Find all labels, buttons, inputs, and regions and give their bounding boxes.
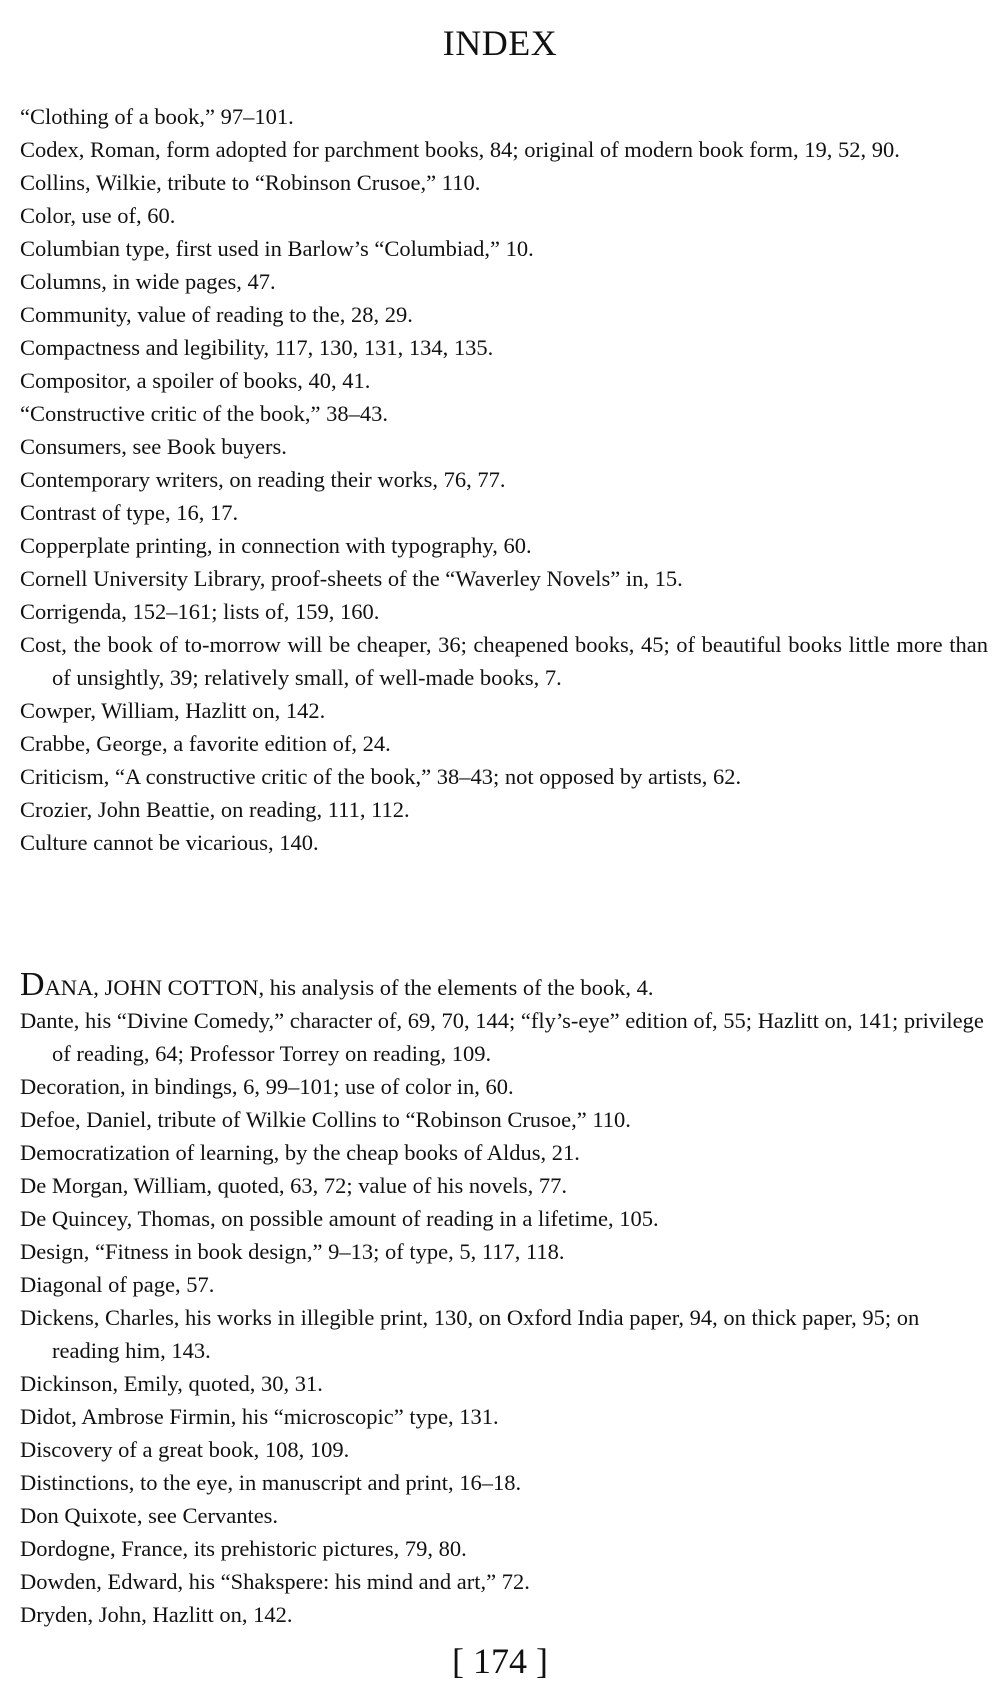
index-entry: Democratization of learning, by the cheap books of Aldus, 21. [20,1140,580,1165]
index-entry: De Morgan, William, quoted, 63, 72; value of his novels, 77. [20,1173,567,1198]
index-entry: Culture cannot be vicarious, 140. [20,830,319,855]
index-entry: Copperplate printing, in connection with typography, 60. [20,533,532,558]
page-number: [ 174 ] [452,1641,548,1681]
index-entry: Distinctions, to the eye, in manuscript and print, 16–18. [20,1470,522,1495]
index-entry: Don Quixote, see Cervantes. [20,1503,279,1528]
index-entry: De Quincey, Thomas, on possible amount of reading in a lifetime, 105. [20,1206,659,1231]
index-entry: Discovery of a great book, 108, 109. [20,1437,350,1462]
index-entry: Criticism, “A constructive critic of the book,” 38–43; not opposed by artists, 62. [20,764,742,789]
index-entry: Cost, the book of to-morrow will be cheaper, 36; cheapened books, 45; of beautiful books little more than of unsightly, 39; relatively small, of well-made books, 7. [20,632,988,690]
index-entry: Cowper, William, Hazlitt on, 142. [20,698,326,723]
index-entry: Compactness and legibility, 117, 130, 131, 134, 135. [20,335,494,360]
index-entry: Contrast of type, 16, 17. [20,500,239,525]
index-entry: Collins, Wilkie, tribute to “Robinson Crusoe,” 110. [20,170,481,195]
index-entry: Dickinson, Emily, quoted, 30, 31. [20,1371,323,1396]
index-entry: Compositor, a spoiler of books, 40, 41. [20,368,371,393]
index-entry: Dickens, Charles, his works in illegible print, 130, on Oxford India paper, 94, on thick paper, 95; on reading him, 143. [20,1305,920,1363]
index-entry: Community, value of reading to the, 28, 29. [20,302,413,327]
index-entry: Design, “Fitness in book design,” 9–13; of type, 5, 117, 118. [20,1239,565,1264]
index-entry-first [20,968,988,1004]
index-entry: Corrigenda, 152–161; lists of, 159, 160. [20,599,380,624]
index-entry: Dante, his “Divine Comedy,” character of, 69, 70, 144; “fly’s-eye” edition of, 55; Hazlitt on, 141; privilege of reading, 64; Professor Torrey on reading, 109. [20,1008,984,1066]
index-entry: Crabbe, George, a favorite edition of, 24. [20,731,391,756]
index-entry: Dowden, Edward, his “Shakspere: his mind and art,” 72. [20,1569,530,1594]
page-title: INDEX [442,23,558,63]
index-entry: Cornell University Library, proof-sheets of the “Waverley Novels” in, 15. [20,566,683,591]
index-entry: Didot, Ambrose Firmin, his “microscopic” type, 131. [20,1404,499,1429]
index-entry-text: ANA, JOHN COTTON, his analysis of the elements of the book, 4. [44,975,654,1000]
index-entry: Dryden, John, Hazlitt on, 142. [20,1602,293,1627]
index-entry: Defoe, Daniel, tribute of Wilkie Collins to “Robinson Crusoe,” 110. [20,1107,631,1132]
index-entry: Codex, Roman, form adopted for parchment books, 84; original of modern book form, 19, 52, 90. [20,137,900,162]
index-entry: “Constructive critic of the book,” 38–43. [20,401,389,426]
index-entry: Columbian type, first used in Barlow’s “Columbiad,” 10. [20,236,534,261]
index-entry: “Clothing of a book,” 97–101. [20,104,294,129]
index-section-c [20,100,988,859]
index-entry: Diagonal of page, 57. [20,1272,215,1297]
index-entry: Contemporary writers, on reading their works, 76, 77. [20,467,506,492]
index-entry: Consumers, see Book buyers. [20,434,287,459]
index-section-d [20,968,988,1631]
index-entry: Color, use of, 60. [20,203,176,228]
index-entry: Crozier, John Beattie, on reading, 111, 112. [20,797,410,822]
index-entry: Dordogne, France, its prehistoric pictures, 79, 80. [20,1536,467,1561]
drop-cap: D [20,966,45,1003]
index-entry: Columns, in wide pages, 47. [20,269,276,294]
index-entry: Decoration, in bindings, 6, 99–101; use of color in, 60. [20,1074,514,1099]
